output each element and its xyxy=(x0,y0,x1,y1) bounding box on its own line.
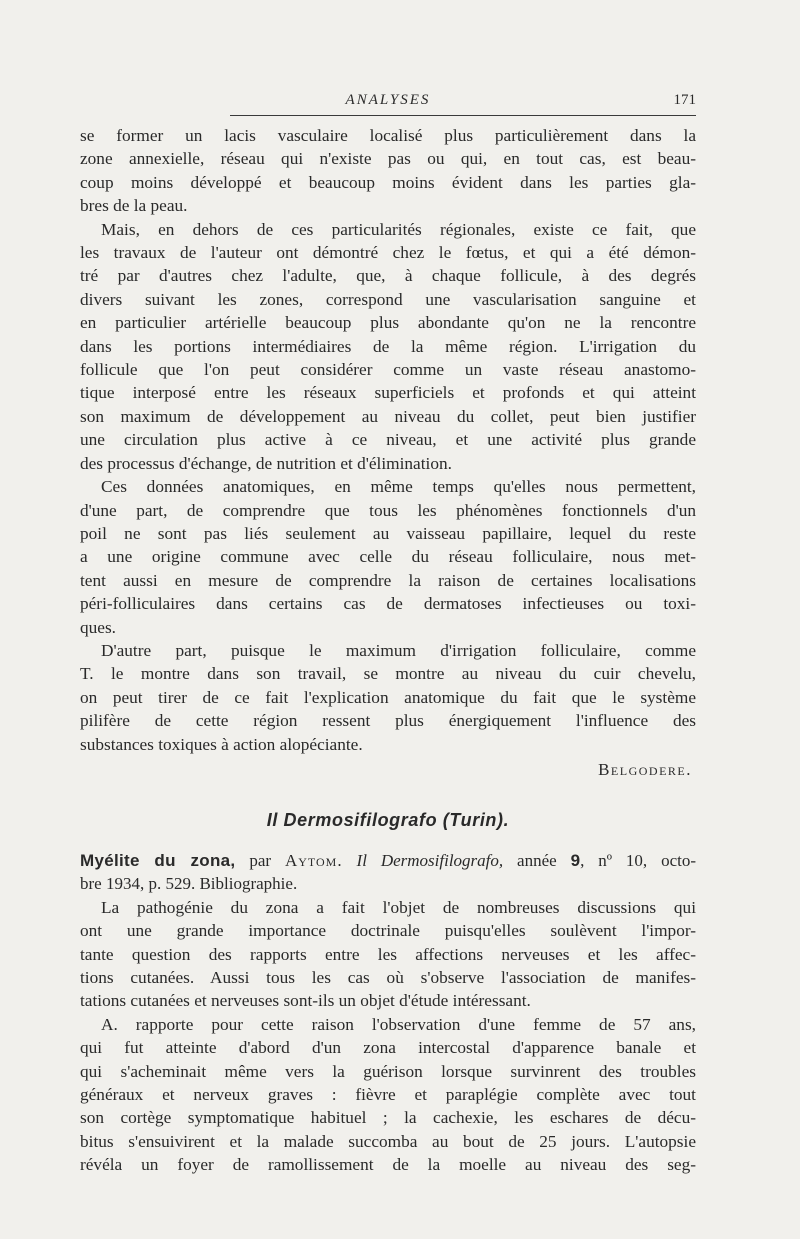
text-line: ques. xyxy=(80,617,116,637)
paragraph xyxy=(80,896,696,1013)
text-line: révéla un foyer de ramollissement de la moelle au niveau des seg- xyxy=(80,1155,696,1175)
review-journal: Il Dermosifilografo, xyxy=(356,850,504,870)
citation-year: année xyxy=(503,850,571,870)
article-continuation xyxy=(80,124,696,782)
journal-heading: Il Dermosifilografo (Turin). xyxy=(266,809,510,830)
text-line: se former un lacis vasculaire localisé plus particulièrement dans la xyxy=(80,126,696,145)
text-line: tré par d'autres chez l'adulte, que, à chaque follicule, à des degrés xyxy=(80,266,696,286)
text-line: T. le montre dans son travail, se montre au niveau du cuir chevelu, xyxy=(80,664,696,684)
reviewer-signature: Belgodere. xyxy=(598,759,692,779)
text-line: dans les portions intermédiaires de la même région. L'irrigation du xyxy=(80,336,696,356)
text-line: on peut tirer de ce fait l'explication anatomique du fait que le système xyxy=(80,687,696,707)
text-line: D'autre part, puisque le maximum d'irrigation folliculaire, comme xyxy=(101,640,696,660)
text-line: une circulation plus active à ce niveau, et une activité plus grande xyxy=(80,430,696,450)
citation-issue: , nº 10, octo- xyxy=(580,850,697,870)
text-line: divers suivant les zones, correspond une vascularisation sanguine et xyxy=(80,289,696,309)
text-line: d'une part, de comprendre que tous les phénomènes fonctionnels d'un xyxy=(80,500,696,520)
text-line: a une origine commune avec celle du réseau folliculaire, nous met- xyxy=(80,547,696,567)
text-line: en particulier artérielle beaucoup plus abondante qu'on ne la rencontre xyxy=(80,313,696,333)
text-line: Ces données anatomiques, en même temps qu'elles nous permettent, xyxy=(101,477,696,497)
text-line: A. rapporte pour cette raison l'observation d'une femme de 57 ans, xyxy=(101,1014,696,1034)
review-title: Myélite du zona, xyxy=(80,850,236,870)
text-line: des processus d'échange, de nutrition et d'élimination. xyxy=(80,453,452,473)
paragraph xyxy=(80,124,696,218)
review-citation-line xyxy=(80,849,696,872)
text-line: coup moins développé et beaucoup moins évident dans les parties gla- xyxy=(80,172,696,192)
text-line: La pathogénie du zona a fait l'objet de nombreuses discussions qui xyxy=(101,897,696,917)
review-citation-line: bre 1934, p. 529. Bibliographie. xyxy=(80,874,298,894)
text-line: péri-folliculaires dans certains cas de dermatoses infectieuses ou toxi- xyxy=(80,594,696,614)
text-line: zone annexielle, réseau qui n'existe pas ou qui, en tout cas, est beau- xyxy=(80,149,696,169)
text-line: tations cutanées et nerveuses sont-ils un objet d'étude intéressant. xyxy=(80,991,531,1011)
running-title: ANALYSES xyxy=(345,92,431,108)
text-line: poil ne sont pas liés seulement au vaisseau papillaire, lequel du reste xyxy=(80,523,696,543)
header-rule xyxy=(230,115,696,116)
text-line: bitus s'ensuivirent et la malade succomba au bout de 25 jours. L'autopsie xyxy=(80,1131,696,1151)
paragraph xyxy=(80,475,696,639)
text-line: son maximum de développement au niveau du collet, peut bien justifier xyxy=(80,406,696,426)
book-page xyxy=(80,92,696,1177)
text-line: tique interposé entre les réseaux superficiels et profonds et qui atteint xyxy=(80,383,696,403)
text-line: pilifère de cette région ressent plus énergiquement l'influence des xyxy=(80,711,696,731)
text-line: qui fut atteinte d'abord d'un zona intercostal d'apparence banale et xyxy=(80,1038,696,1058)
text-line: les travaux de l'auteur ont démontré chez le fœtus, et qui a été démon- xyxy=(80,243,696,263)
text-line: son cortège symptomatique habituel ; la cachexie, les eschares de décu- xyxy=(80,1108,696,1128)
text-line: bres de la peau. xyxy=(80,196,188,216)
text-line: tante question des rapports entre les affections nerveuses et les affec- xyxy=(80,944,696,964)
running-header xyxy=(80,92,696,118)
paragraph xyxy=(80,218,696,475)
citation-by: par xyxy=(235,850,285,870)
text-line: qui s'acheminait même vers la guérison lorsque survinrent des troubles xyxy=(80,1061,696,1081)
text-line: généraux et nerveux graves : fièvre et paraplégie complète avec tout xyxy=(80,1085,696,1105)
paragraph xyxy=(80,639,696,756)
page-number: 171 xyxy=(673,92,696,108)
paragraph xyxy=(80,1013,696,1177)
text-line: tent aussi en mesure de comprendre la raison de certaines localisations xyxy=(80,570,696,590)
review-author: Aυtom. xyxy=(284,850,343,870)
text-line: tions cutanées. Aussi tous les cas où s'observe l'association de manifes- xyxy=(80,968,696,987)
review-article xyxy=(80,849,696,1177)
text-line: Mais, en dehors de ces particularités régionales, existe ce fait, que xyxy=(101,219,696,239)
citation-volume: 9 xyxy=(570,850,581,870)
text-line: substances toxiques à action alopéciante. xyxy=(80,734,363,754)
text-line: follicule que l'on peut considérer comme un vaste réseau anastomo- xyxy=(80,360,696,380)
text-line: ont une grande importance doctrinale puisqu'elles soulèvent l'impor- xyxy=(80,921,696,941)
